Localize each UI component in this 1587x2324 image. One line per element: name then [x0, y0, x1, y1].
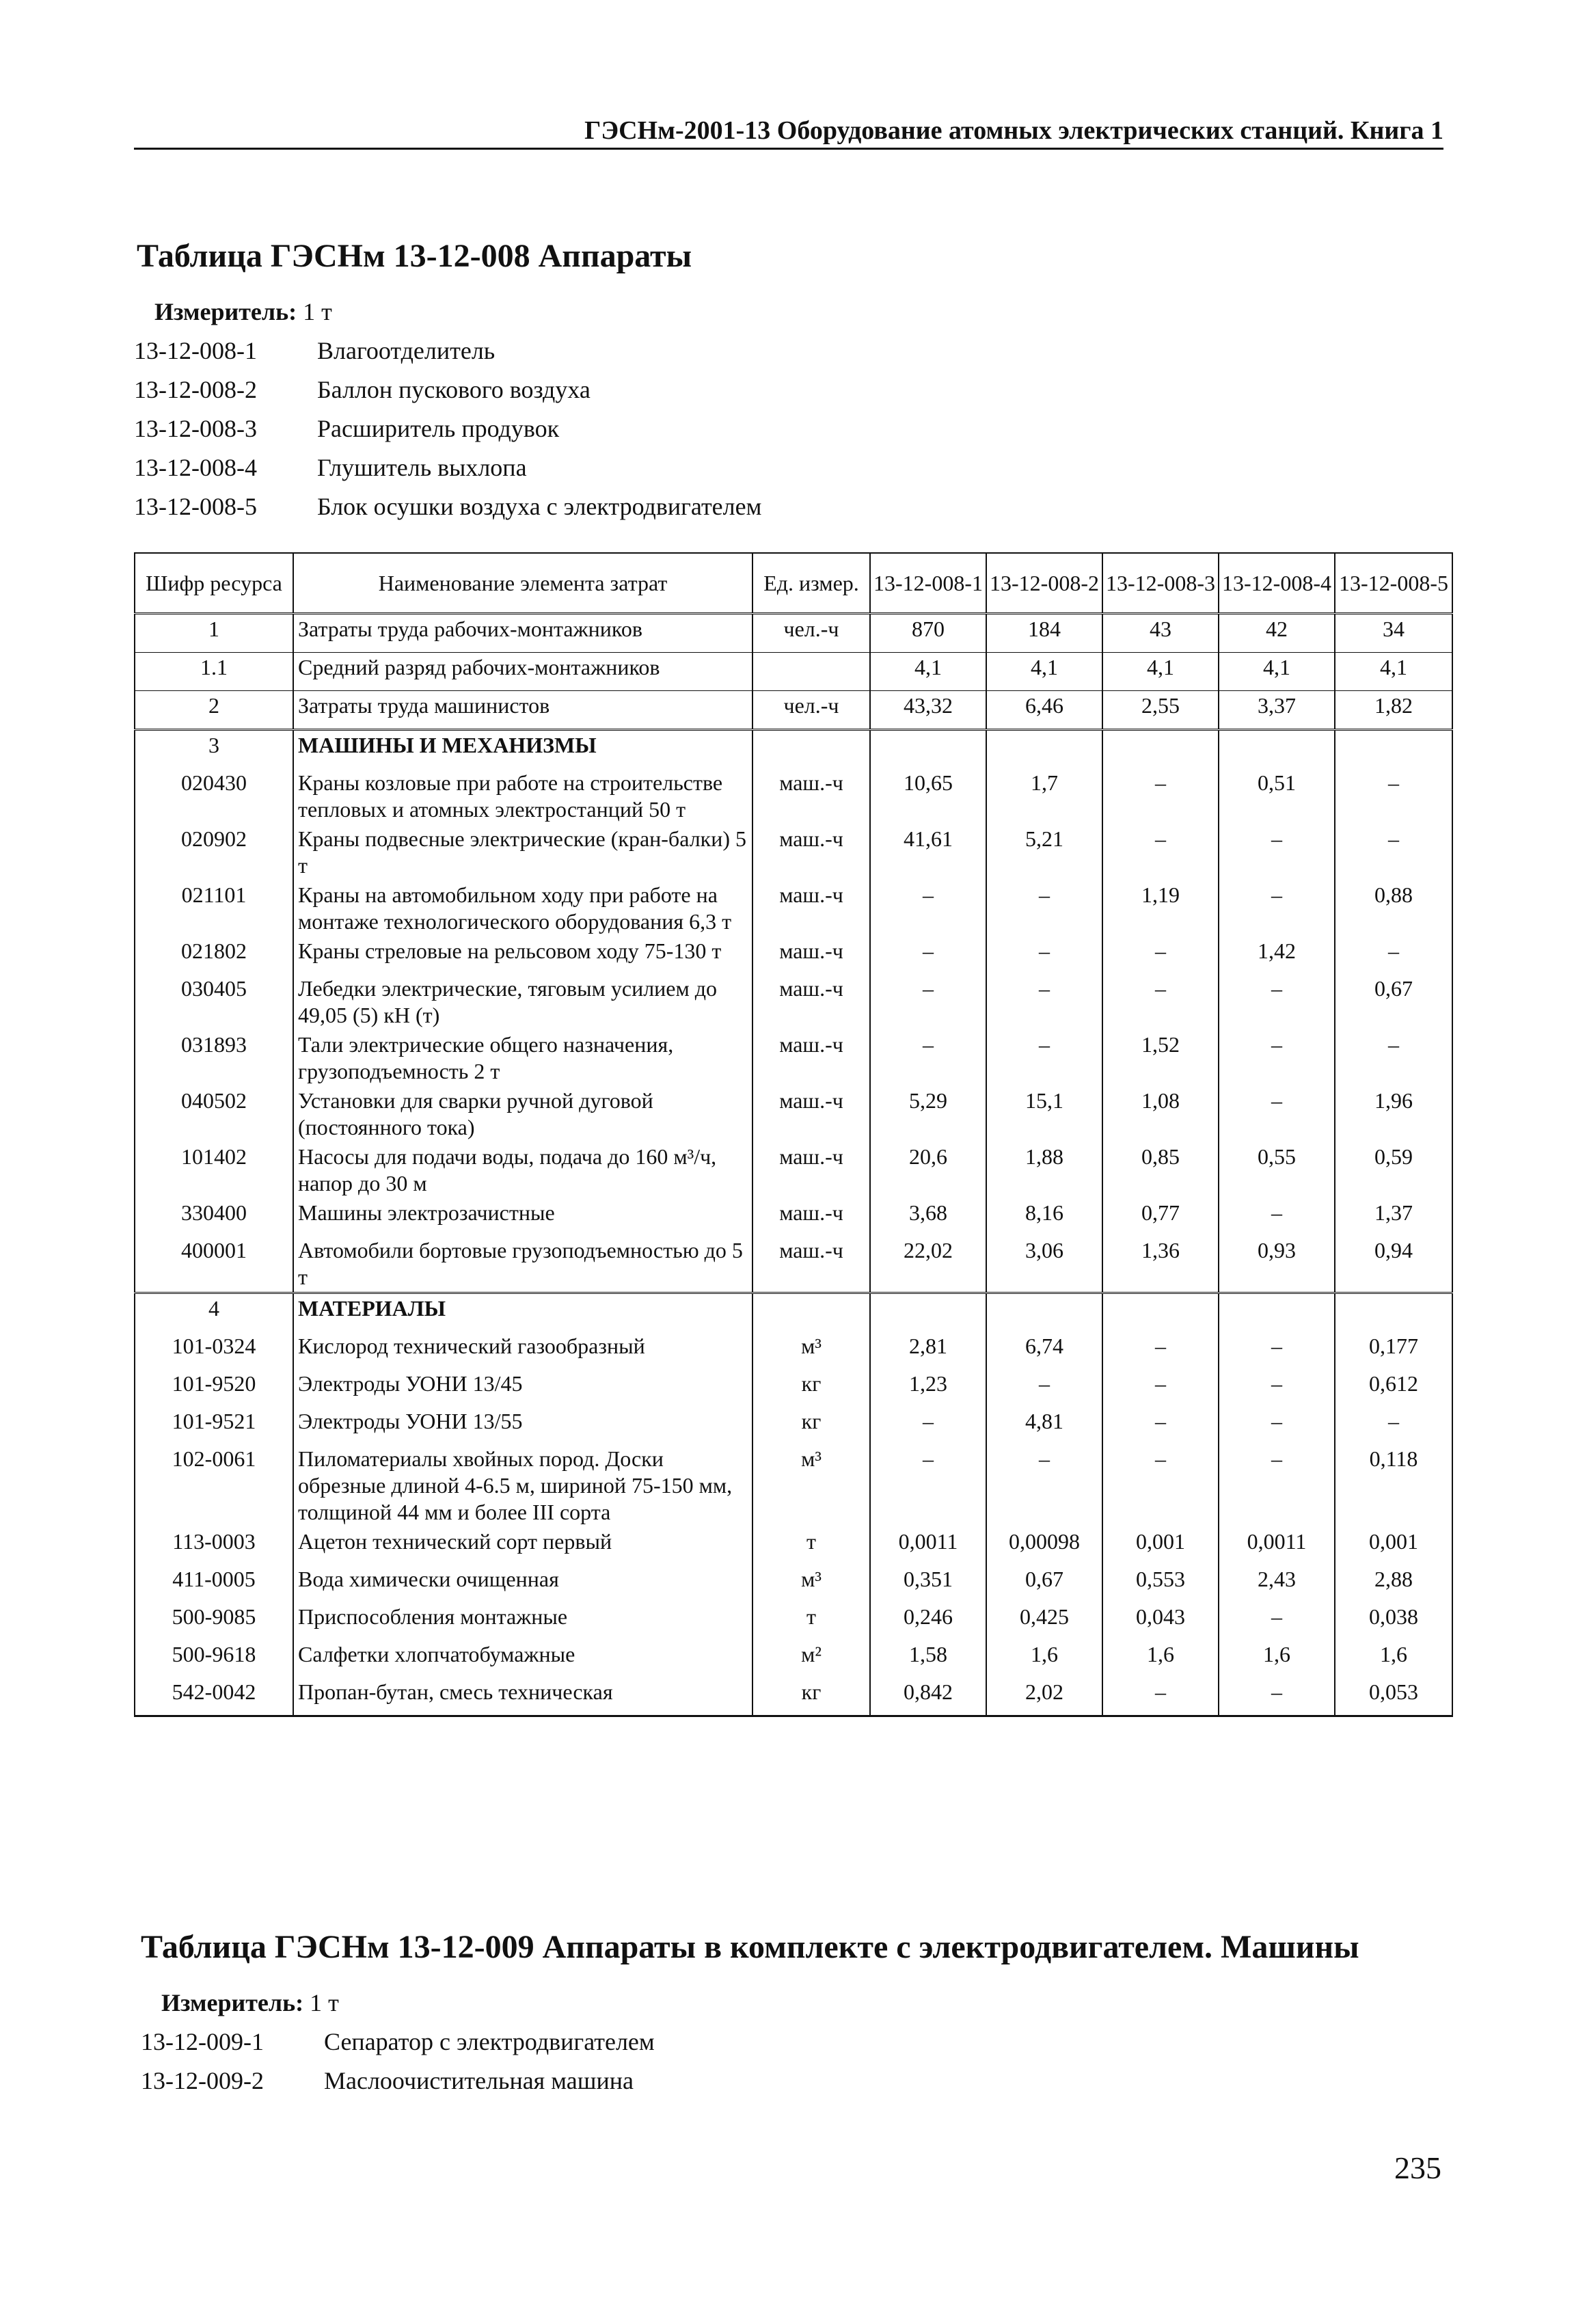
cell-name: Краны козловые при работе на строительстве тепловых и атомных электростанций 50 т — [293, 768, 752, 824]
cell-unit — [752, 730, 870, 769]
cell-value: 1,42 — [1219, 936, 1335, 974]
cell-code: 021101 — [135, 880, 293, 936]
table-row — [135, 1565, 1452, 1602]
cell-value: – — [1219, 1198, 1335, 1236]
cell-code: 101-9521 — [135, 1407, 293, 1444]
cell-unit: м³ — [752, 1444, 870, 1527]
cell-unit: чел.-ч — [752, 691, 870, 730]
cell-name: Насосы для подачи воды, подача до 160 м³/ч, напор до 30 м — [293, 1142, 752, 1198]
cell-unit: чел.-ч — [752, 614, 870, 653]
list-item — [141, 2061, 655, 2100]
col-header-norm-5: 13-12-008-5 — [1335, 553, 1452, 614]
resource-table — [134, 552, 1453, 1717]
cell-value — [870, 730, 986, 769]
cell-value: 2,02 — [986, 1677, 1102, 1716]
cell-name: Затраты труда рабочих-монтажников — [293, 614, 752, 653]
cell-value: – — [1219, 1407, 1335, 1444]
cell-code: 113-0003 — [135, 1527, 293, 1565]
table2-measure — [161, 1988, 339, 2018]
cell-name: Кислород технический газообразный — [293, 1332, 752, 1369]
cell-code: 020430 — [135, 768, 293, 824]
item-code: 13-12-008-1 — [134, 336, 257, 364]
list-item — [134, 370, 761, 409]
cell-value: 1,6 — [1335, 1640, 1452, 1677]
cell-value: 3,06 — [986, 1236, 1102, 1293]
cell-name: МАТЕРИАЛЫ — [293, 1293, 752, 1332]
cell-value: 1,08 — [1102, 1086, 1219, 1142]
cell-unit: маш.-ч — [752, 768, 870, 824]
cell-unit: кг — [752, 1677, 870, 1716]
table-row — [135, 1527, 1452, 1565]
cell-unit: маш.-ч — [752, 824, 870, 880]
cell-value: – — [1219, 824, 1335, 880]
cell-value: 0,612 — [1335, 1369, 1452, 1407]
cell-value: – — [870, 936, 986, 974]
cell-value: 2,55 — [1102, 691, 1219, 730]
cell-value: 1,52 — [1102, 1030, 1219, 1086]
cell-value: – — [870, 974, 986, 1030]
table-row — [135, 1086, 1452, 1142]
cell-value: 1,37 — [1335, 1198, 1452, 1236]
cell-value: – — [1102, 936, 1219, 974]
cell-value: – — [986, 974, 1102, 1030]
cell-value: 1,88 — [986, 1142, 1102, 1198]
cell-unit — [752, 653, 870, 691]
cell-value: – — [1102, 1677, 1219, 1716]
col-header-norm-2: 13-12-008-2 — [986, 553, 1102, 614]
item-name: Маслоочистительная машина — [324, 2066, 634, 2094]
cell-value: 1,82 — [1335, 691, 1452, 730]
cell-value: 1,23 — [870, 1369, 986, 1407]
table1-title: Таблица ГЭСНм 13-12-008 Аппараты — [137, 238, 692, 274]
table-row — [135, 614, 1452, 653]
cell-value: 1,36 — [1102, 1236, 1219, 1293]
cell-value: – — [1102, 824, 1219, 880]
cell-code: 101402 — [135, 1142, 293, 1198]
cell-value: – — [1219, 1369, 1335, 1407]
cell-unit: маш.-ч — [752, 1236, 870, 1293]
table-row — [135, 1030, 1452, 1086]
table2-code-list — [141, 2022, 655, 2100]
cell-unit: кг — [752, 1407, 870, 1444]
cell-code: 2 — [135, 691, 293, 730]
cell-value: 0,118 — [1335, 1444, 1452, 1527]
cell-value: 0,85 — [1102, 1142, 1219, 1198]
cell-value: 1,6 — [1219, 1640, 1335, 1677]
cell-value: – — [1102, 1332, 1219, 1369]
cell-value: 22,02 — [870, 1236, 986, 1293]
cell-value: – — [870, 1030, 986, 1086]
table-row — [135, 691, 1452, 730]
cell-value: – — [1102, 1369, 1219, 1407]
cell-value: – — [1219, 1086, 1335, 1142]
cell-value: 4,1 — [1102, 653, 1219, 691]
cell-value: 0,351 — [870, 1565, 986, 1602]
cell-value: 0,67 — [1335, 974, 1452, 1030]
cell-value: 0,001 — [1102, 1527, 1219, 1565]
measure-label: Измеритель: — [161, 1989, 304, 2016]
item-code: 13-12-008-4 — [134, 453, 257, 481]
cell-value: 0,001 — [1335, 1527, 1452, 1565]
table-row — [135, 936, 1452, 974]
cell-value: 1,6 — [1102, 1640, 1219, 1677]
cell-code: 500-9085 — [135, 1602, 293, 1640]
cell-value: 0,88 — [1335, 880, 1452, 936]
col-header-norm-4: 13-12-008-4 — [1219, 553, 1335, 614]
cell-value: 0,053 — [1335, 1677, 1452, 1716]
cell-value: – — [986, 880, 1102, 936]
table-row — [135, 1407, 1452, 1444]
cell-value: 0,177 — [1335, 1332, 1452, 1369]
table-row — [135, 653, 1452, 691]
item-name: Расширитель продувок — [317, 414, 560, 442]
cell-value: – — [1102, 1407, 1219, 1444]
cell-code: 021802 — [135, 936, 293, 974]
item-code: 13-12-009-1 — [141, 2027, 264, 2055]
cell-name: Тали электрические общего назначения, грузоподъемность 2 т — [293, 1030, 752, 1086]
cell-value: 1,6 — [986, 1640, 1102, 1677]
cell-code: 030405 — [135, 974, 293, 1030]
cell-value: – — [1219, 974, 1335, 1030]
table-row — [135, 768, 1452, 824]
table-row — [135, 974, 1452, 1030]
cell-value: 3,68 — [870, 1198, 986, 1236]
running-header: ГЭСНм-2001-13 Оборудование атомных электрических станций. Книга 1 — [134, 115, 1443, 150]
cell-value: 2,81 — [870, 1332, 986, 1369]
table-row — [135, 1677, 1452, 1716]
cell-name: Электроды УОНИ 13/55 — [293, 1407, 752, 1444]
cell-value: – — [1335, 824, 1452, 880]
cell-code: 101-0324 — [135, 1332, 293, 1369]
col-header-norm-1: 13-12-008-1 — [870, 553, 986, 614]
table-row — [135, 1369, 1452, 1407]
cell-value — [1219, 1293, 1335, 1332]
cell-value: – — [986, 936, 1102, 974]
table-header-row — [135, 553, 1452, 614]
cell-value: 8,16 — [986, 1198, 1102, 1236]
cell-value: 20,6 — [870, 1142, 986, 1198]
cell-unit: м³ — [752, 1332, 870, 1369]
cell-value: – — [986, 1030, 1102, 1086]
table-row — [135, 1198, 1452, 1236]
cell-value — [986, 730, 1102, 769]
cell-name: Краны стреловые на рельсовом ходу 75-130 т — [293, 936, 752, 974]
cell-value: 4,81 — [986, 1407, 1102, 1444]
table2-title: Таблица ГЭСНм 13-12-009 Аппараты в комплекте с электродвигателем. Машины — [141, 1929, 1359, 1965]
cell-value: 6,46 — [986, 691, 1102, 730]
item-code: 13-12-008-5 — [134, 492, 257, 520]
cell-value: 43,32 — [870, 691, 986, 730]
cell-value: 42 — [1219, 614, 1335, 653]
cell-value: – — [1335, 1407, 1452, 1444]
cell-value: 5,29 — [870, 1086, 986, 1142]
list-item — [141, 2022, 655, 2061]
cell-code: 040502 — [135, 1086, 293, 1142]
table-row — [135, 1293, 1452, 1332]
cell-value: – — [1102, 768, 1219, 824]
cell-value: 10,65 — [870, 768, 986, 824]
cell-code: 411-0005 — [135, 1565, 293, 1602]
cell-value: 34 — [1335, 614, 1452, 653]
cell-value: 184 — [986, 614, 1102, 653]
table1-code-list — [134, 331, 761, 526]
cell-value: – — [1219, 1030, 1335, 1086]
cell-code: 542-0042 — [135, 1677, 293, 1716]
cell-name: Автомобили бортовые грузоподъемностью до 5 т — [293, 1236, 752, 1293]
cell-name: Пиломатериалы хвойных пород. Доски обрезные длиной 4-6.5 м, шириной 75-150 мм, толщиной 44 мм и более III сорта — [293, 1444, 752, 1527]
cell-unit: кг — [752, 1369, 870, 1407]
cell-value: – — [1219, 1444, 1335, 1527]
cell-unit: маш.-ч — [752, 936, 870, 974]
col-header-name: Наименование элемента затрат — [293, 553, 752, 614]
cell-name: Установки для сварки ручной дуговой (постоянного тока) — [293, 1086, 752, 1142]
cell-value: 1,7 — [986, 768, 1102, 824]
cell-value: 0,67 — [986, 1565, 1102, 1602]
cell-unit: т — [752, 1602, 870, 1640]
cell-value: – — [1335, 768, 1452, 824]
cell-value: 0,77 — [1102, 1198, 1219, 1236]
cell-value: – — [1219, 1602, 1335, 1640]
list-item — [134, 331, 761, 370]
cell-value — [1335, 1293, 1452, 1332]
cell-code: 330400 — [135, 1198, 293, 1236]
cell-unit: м² — [752, 1640, 870, 1677]
cell-name: Вода химически очищенная — [293, 1565, 752, 1602]
measure-label: Измеритель: — [154, 298, 297, 325]
cell-value: 2,43 — [1219, 1565, 1335, 1602]
cell-code: 031893 — [135, 1030, 293, 1086]
list-item — [134, 409, 761, 448]
cell-value: 0,93 — [1219, 1236, 1335, 1293]
cell-name: Салфетки хлопчатобумажные — [293, 1640, 752, 1677]
cell-code: 4 — [135, 1293, 293, 1332]
cell-code: 102-0061 — [135, 1444, 293, 1527]
cell-value: 0,425 — [986, 1602, 1102, 1640]
cell-value — [1102, 730, 1219, 769]
cell-value: 43 — [1102, 614, 1219, 653]
cell-value: 2,88 — [1335, 1565, 1452, 1602]
cell-value: 0,55 — [1219, 1142, 1335, 1198]
cell-unit: маш.-ч — [752, 880, 870, 936]
cell-value: – — [1219, 1677, 1335, 1716]
cell-value: 1,58 — [870, 1640, 986, 1677]
cell-value: 0,842 — [870, 1677, 986, 1716]
cell-name: Электроды УОНИ 13/45 — [293, 1369, 752, 1407]
cell-code: 020902 — [135, 824, 293, 880]
item-code: 13-12-009-2 — [141, 2066, 264, 2094]
cell-unit: маш.-ч — [752, 1198, 870, 1236]
cell-value: 0,00098 — [986, 1527, 1102, 1565]
table-row — [135, 1236, 1452, 1293]
table-row — [135, 1332, 1452, 1369]
col-header-norm-3: 13-12-008-3 — [1102, 553, 1219, 614]
cell-value: 41,61 — [870, 824, 986, 880]
table1-measure — [154, 297, 332, 327]
cell-code: 400001 — [135, 1236, 293, 1293]
cell-value: 4,1 — [986, 653, 1102, 691]
cell-value: – — [986, 1369, 1102, 1407]
col-header-unit: Ед. измер. — [752, 553, 870, 614]
cell-value: – — [870, 1407, 986, 1444]
item-name: Влагоотделитель — [317, 336, 496, 364]
cell-value: 1,19 — [1102, 880, 1219, 936]
cell-name: Краны на автомобильном ходу при работе на монтаже технологического оборудования 6,3 т — [293, 880, 752, 936]
cell-value: – — [1219, 880, 1335, 936]
cell-name: Затраты труда машинистов — [293, 691, 752, 730]
col-header-code: Шифр ресурса — [135, 553, 293, 614]
cell-value: 4,1 — [870, 653, 986, 691]
cell-value: 0,94 — [1335, 1236, 1452, 1293]
cell-code: 3 — [135, 730, 293, 769]
cell-value — [1219, 730, 1335, 769]
cell-value: 1,96 — [1335, 1086, 1452, 1142]
cell-value: – — [1219, 1332, 1335, 1369]
cell-value: 0,0011 — [1219, 1527, 1335, 1565]
cell-value: – — [1102, 974, 1219, 1030]
item-code: 13-12-008-2 — [134, 375, 257, 403]
cell-value: – — [870, 880, 986, 936]
table-row — [135, 880, 1452, 936]
cell-value: 3,37 — [1219, 691, 1335, 730]
cell-value: 6,74 — [986, 1332, 1102, 1369]
cell-value: 15,1 — [986, 1086, 1102, 1142]
measure-value: 1 т — [303, 298, 332, 325]
table-row — [135, 1142, 1452, 1198]
list-item — [134, 448, 761, 487]
table-row — [135, 824, 1452, 880]
cell-value: 0,553 — [1102, 1565, 1219, 1602]
cell-value: – — [1102, 1444, 1219, 1527]
cell-name: Лебедки электрические, тяговым усилием до 49,05 (5) кН (т) — [293, 974, 752, 1030]
cell-name: МАШИНЫ И МЕХАНИЗМЫ — [293, 730, 752, 769]
cell-code: 1.1 — [135, 653, 293, 691]
cell-value — [986, 1293, 1102, 1332]
cell-name: Пропан-бутан, смесь техническая — [293, 1677, 752, 1716]
cell-unit: маш.-ч — [752, 1030, 870, 1086]
cell-unit: маш.-ч — [752, 974, 870, 1030]
cell-value: 0,038 — [1335, 1602, 1452, 1640]
cell-value: 4,1 — [1335, 653, 1452, 691]
cell-code: 101-9520 — [135, 1369, 293, 1407]
page-number: 235 — [1394, 2150, 1441, 2185]
cell-unit — [752, 1293, 870, 1332]
list-item — [134, 487, 761, 526]
cell-value: – — [1335, 1030, 1452, 1086]
cell-name: Машины электрозачистные — [293, 1198, 752, 1236]
cell-code: 500-9618 — [135, 1640, 293, 1677]
cell-unit: маш.-ч — [752, 1086, 870, 1142]
table-row — [135, 730, 1452, 769]
cell-unit: т — [752, 1527, 870, 1565]
cell-unit: маш.-ч — [752, 1142, 870, 1198]
cell-name: Средний разряд рабочих-монтажников — [293, 653, 752, 691]
cell-value: – — [870, 1444, 986, 1527]
cell-unit: м³ — [752, 1565, 870, 1602]
table-row — [135, 1640, 1452, 1677]
cell-value: – — [1335, 936, 1452, 974]
cell-value — [870, 1293, 986, 1332]
cell-name: Краны подвесные электрические (кран-балки) 5 т — [293, 824, 752, 880]
item-name: Сепаратор с электродвигателем — [324, 2027, 655, 2055]
cell-value: 0,0011 — [870, 1527, 986, 1565]
table-row — [135, 1602, 1452, 1640]
cell-value — [1335, 730, 1452, 769]
item-name: Баллон пускового воздуха — [317, 375, 591, 403]
cell-value: 5,21 — [986, 824, 1102, 880]
cell-value: 0,59 — [1335, 1142, 1452, 1198]
measure-value: 1 т — [310, 1989, 339, 2016]
cell-value: 0,246 — [870, 1602, 986, 1640]
cell-code: 1 — [135, 614, 293, 653]
item-name: Блок осушки воздуха с электродвигателем — [317, 492, 762, 520]
item-code: 13-12-008-3 — [134, 414, 257, 442]
cell-value — [1102, 1293, 1219, 1332]
table-row — [135, 1444, 1452, 1527]
cell-value: – — [986, 1444, 1102, 1527]
cell-value: 0,51 — [1219, 768, 1335, 824]
cell-value: 870 — [870, 614, 986, 653]
cell-name: Приспособления монтажные — [293, 1602, 752, 1640]
cell-value: 0,043 — [1102, 1602, 1219, 1640]
cell-name: Ацетон технический сорт первый — [293, 1527, 752, 1565]
cell-value: 4,1 — [1219, 653, 1335, 691]
item-name: Глушитель выхлопа — [317, 453, 527, 481]
